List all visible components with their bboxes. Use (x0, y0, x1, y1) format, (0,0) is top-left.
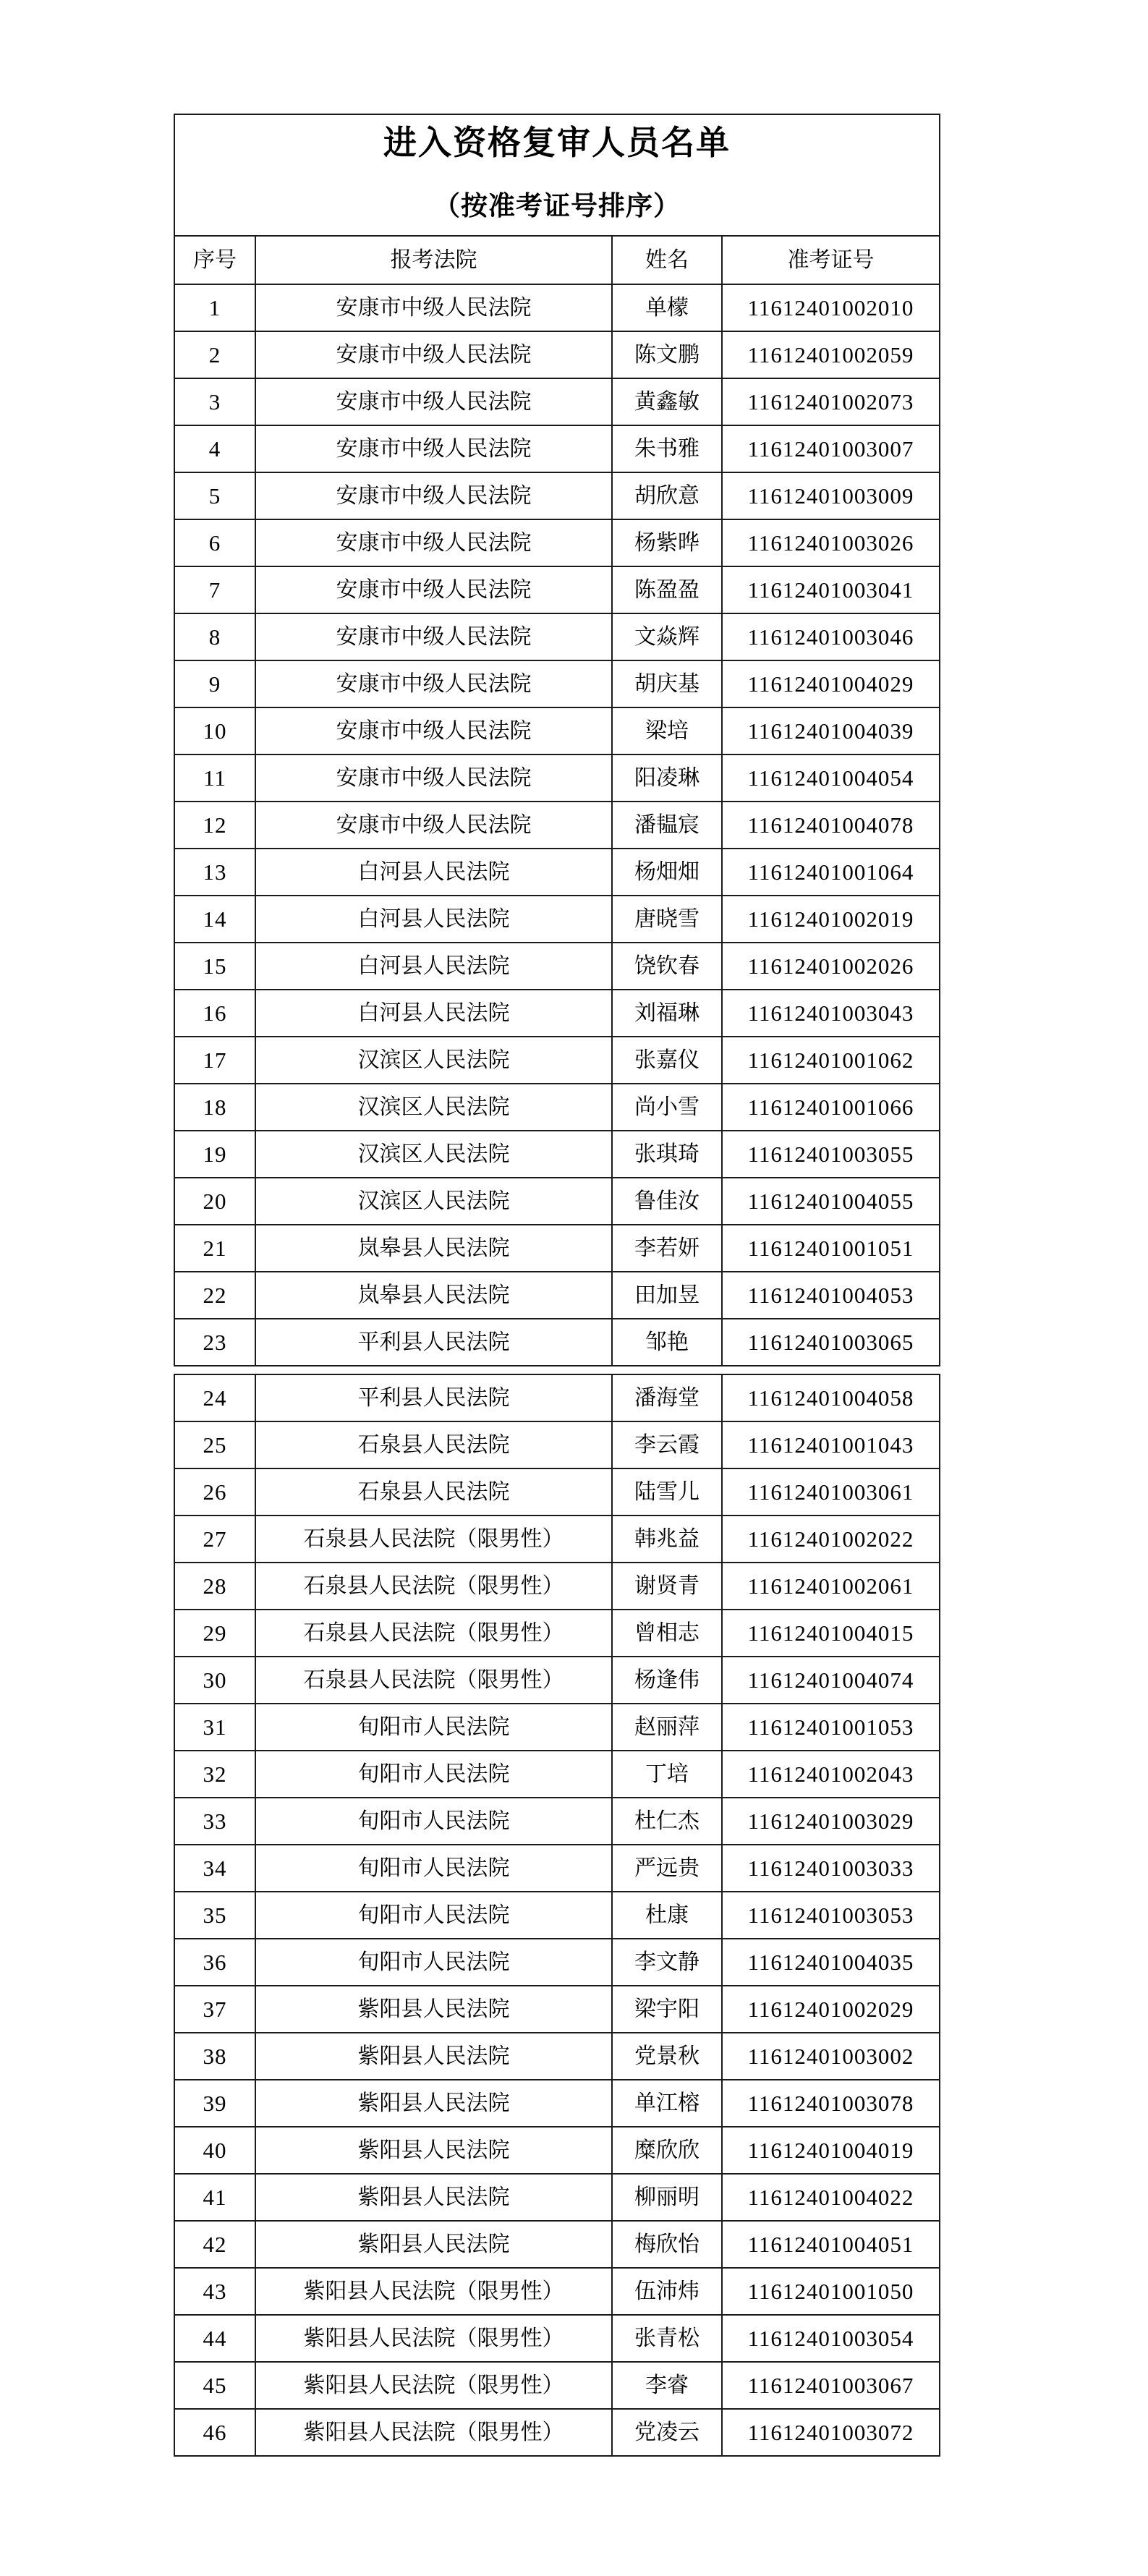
row-no-cell: 2 (208, 342, 221, 367)
ticket-cell: 11612401004015 (721, 1610, 939, 1656)
table-row (175, 425, 939, 472)
row-no-cell: 20 (203, 1189, 227, 1214)
header-cell-no: 序号 (193, 247, 237, 272)
row-no-cell: 1 (208, 295, 221, 320)
court-cell: 安康市中级人民法院 (255, 661, 611, 707)
court-cell: 安康市中级人民法院 (255, 708, 611, 754)
court-cell: 安康市中级人民法院 (255, 379, 611, 425)
name-cell: 梁宇阳 (611, 1986, 721, 2032)
ticket-cell: 11612401004074 (721, 1657, 939, 1703)
court-cell: 平利县人民法院 (255, 1319, 611, 1365)
ticket-cell: 11612401003029 (721, 1798, 939, 1844)
court-cell: 汉滨区人民法院 (255, 1131, 611, 1177)
table-rows-page-2 (175, 1375, 939, 2455)
table-row (175, 613, 939, 660)
table-row (175, 1468, 939, 1515)
table-row (175, 2126, 939, 2173)
row-no-cell: 30 (203, 1667, 227, 1693)
court-cell: 紫阳县人民法院（限男性） (255, 2316, 611, 2361)
ticket-cell: 11612401001062 (721, 1037, 939, 1083)
court-cell: 紫阳县人民法院 (255, 2033, 611, 2079)
row-no-cell: 12 (203, 812, 227, 838)
table-row (175, 1891, 939, 1938)
name-cell: 柳丽明 (611, 2175, 721, 2220)
name-cell: 张青松 (611, 2316, 721, 2361)
court-cell: 紫阳县人民法院 (255, 2127, 611, 2173)
row-no-cell: 41 (203, 2185, 227, 2210)
ticket-cell: 11612401001064 (721, 849, 939, 895)
ticket-cell: 11612401003078 (721, 2080, 939, 2126)
page-subtitle: （按准考证号排序） (433, 192, 681, 221)
table-row (175, 1562, 939, 1609)
ticket-cell: 11612401002026 (721, 943, 939, 989)
table-row (175, 1656, 939, 1703)
table-row (175, 1224, 939, 1271)
ticket-cell: 11612401002061 (721, 1563, 939, 1609)
name-cell: 文焱辉 (611, 614, 721, 660)
table-header-row (175, 235, 939, 284)
ticket-cell: 11612401001066 (721, 1084, 939, 1130)
table-title-cell (175, 115, 939, 235)
row-no-cell: 23 (203, 1330, 227, 1355)
row-no-cell: 3 (208, 389, 221, 415)
row-no-cell: 24 (203, 1385, 227, 1411)
court-cell: 安康市中级人民法院 (255, 755, 611, 801)
table-row (175, 1844, 939, 1891)
name-cell: 刘福琳 (611, 990, 721, 1036)
ticket-cell: 11612401003033 (721, 1845, 939, 1891)
name-cell: 黄鑫敏 (611, 379, 721, 425)
name-cell: 陆雪儿 (611, 1469, 721, 1515)
ticket-cell: 11612401003009 (721, 473, 939, 519)
table-page-1 (174, 114, 940, 1366)
court-cell: 岚皋县人民法院 (255, 1225, 611, 1271)
ticket-cell: 11612401002022 (721, 1516, 939, 1562)
table-row (175, 1271, 939, 1318)
court-cell: 紫阳县人民法院（限男性） (255, 2410, 611, 2455)
court-cell: 白河县人民法院 (255, 943, 611, 989)
row-no-cell: 25 (203, 1432, 227, 1458)
name-cell: 邹艳 (611, 1319, 721, 1365)
court-cell: 石泉县人民法院（限男性） (255, 1563, 611, 1609)
name-cell: 丁培 (611, 1751, 721, 1797)
row-no-cell: 18 (203, 1094, 227, 1120)
name-cell: 谢贤青 (611, 1563, 721, 1609)
name-cell: 党凌云 (611, 2410, 721, 2455)
table-row (175, 942, 939, 989)
row-no-cell: 35 (203, 1903, 227, 1928)
court-cell: 旬阳市人民法院 (255, 1751, 611, 1797)
name-cell: 单檬 (611, 285, 721, 331)
row-no-cell: 14 (203, 906, 227, 932)
ticket-cell: 11612401004053 (721, 1272, 939, 1318)
row-no-cell: 6 (208, 530, 221, 556)
ticket-cell: 11612401003007 (721, 426, 939, 472)
court-cell: 安康市中级人民法院 (255, 426, 611, 472)
name-cell: 杨紫晔 (611, 520, 721, 566)
row-no-cell: 9 (208, 671, 221, 697)
name-cell: 唐晓雪 (611, 896, 721, 942)
row-no-cell: 43 (203, 2279, 227, 2304)
row-no-cell: 13 (203, 859, 227, 885)
table-row (175, 1177, 939, 1224)
ticket-cell: 11612401002029 (721, 1986, 939, 2032)
table-row (175, 801, 939, 848)
court-cell: 岚皋县人民法院 (255, 1272, 611, 1318)
name-cell: 曾相志 (611, 1610, 721, 1656)
row-no-cell: 33 (203, 1808, 227, 1834)
table-row (175, 848, 939, 895)
court-cell: 旬阳市人民法院 (255, 1704, 611, 1750)
name-cell: 梁培 (611, 708, 721, 754)
table-row (175, 754, 939, 801)
name-cell: 李若妍 (611, 1225, 721, 1271)
court-cell: 石泉县人民法院 (255, 1422, 611, 1468)
table-row (175, 2032, 939, 2079)
header-cell-ticket: 准考证号 (721, 237, 939, 284)
court-cell: 安康市中级人民法院 (255, 473, 611, 519)
court-cell: 旬阳市人民法院 (255, 1798, 611, 1844)
court-cell: 白河县人民法院 (255, 896, 611, 942)
name-cell: 朱书雅 (611, 426, 721, 472)
table-page-2 (174, 1374, 940, 2457)
name-cell: 杜仁杰 (611, 1798, 721, 1844)
row-no-cell: 31 (203, 1714, 227, 1740)
name-cell: 韩兆益 (611, 1516, 721, 1562)
court-cell: 石泉县人民法院（限男性） (255, 1657, 611, 1703)
row-no-cell: 16 (203, 1000, 227, 1026)
name-cell: 李云霞 (611, 1422, 721, 1468)
name-cell: 糜欣欣 (611, 2127, 721, 2173)
row-no-cell: 28 (203, 1573, 227, 1599)
table-row (175, 519, 939, 566)
name-cell: 尚小雪 (611, 1084, 721, 1130)
ticket-cell: 11612401003002 (721, 2033, 939, 2079)
ticket-cell: 11612401002010 (721, 285, 939, 331)
row-no-cell: 26 (203, 1479, 227, 1505)
name-cell: 李文静 (611, 1939, 721, 1985)
ticket-cell: 11612401003026 (721, 520, 939, 566)
ticket-cell: 11612401003046 (721, 614, 939, 660)
name-cell: 陈文鹏 (611, 332, 721, 378)
court-cell: 旬阳市人民法院 (255, 1939, 611, 1985)
header-cell-name: 姓名 (611, 237, 721, 284)
name-cell: 李睿 (611, 2363, 721, 2408)
table-row (175, 1609, 939, 1656)
table-row (175, 2314, 939, 2361)
page-title: 进入资格复审人员名单 (383, 124, 731, 161)
table-row (175, 1985, 939, 2032)
row-no-cell: 21 (203, 1236, 227, 1261)
table-row (175, 1083, 939, 1130)
table-row (175, 989, 939, 1036)
row-no-cell: 5 (208, 483, 221, 509)
table-row (175, 1421, 939, 1468)
ticket-cell: 11612401004039 (721, 708, 939, 754)
row-no-cell: 19 (203, 1142, 227, 1167)
table-row (175, 660, 939, 707)
row-no-cell: 4 (208, 436, 221, 462)
ticket-cell: 11612401004054 (721, 755, 939, 801)
court-cell: 旬阳市人民法院 (255, 1845, 611, 1891)
ticket-cell: 11612401004035 (721, 1939, 939, 1985)
row-no-cell: 29 (203, 1620, 227, 1646)
court-cell: 安康市中级人民法院 (255, 802, 611, 848)
ticket-cell: 11612401004058 (721, 1375, 939, 1421)
row-no-cell: 34 (203, 1856, 227, 1881)
court-cell: 白河县人民法院 (255, 990, 611, 1036)
table-row (175, 331, 939, 378)
table-row (175, 2361, 939, 2408)
ticket-cell: 11612401001051 (721, 1225, 939, 1271)
row-no-cell: 22 (203, 1283, 227, 1308)
table-row (175, 284, 939, 331)
row-no-cell: 36 (203, 1950, 227, 1975)
court-cell: 紫阳县人民法院 (255, 2175, 611, 2220)
row-no-cell: 15 (203, 953, 227, 979)
row-no-cell: 39 (203, 2091, 227, 2116)
table-row (175, 1797, 939, 1844)
row-no-cell: 27 (203, 1526, 227, 1552)
table-row (175, 1036, 939, 1083)
row-no-cell: 38 (203, 2044, 227, 2069)
name-cell: 杜康 (611, 1892, 721, 1938)
name-cell: 杨逢伟 (611, 1657, 721, 1703)
name-cell: 饶钦春 (611, 943, 721, 989)
table-row (175, 2173, 939, 2220)
name-cell: 鲁佳汝 (611, 1178, 721, 1224)
court-cell: 安康市中级人民法院 (255, 614, 611, 660)
name-cell: 严远贵 (611, 1845, 721, 1891)
ticket-cell: 11612401004022 (721, 2175, 939, 2220)
table-row (175, 472, 939, 519)
ticket-cell: 11612401003054 (721, 2316, 939, 2361)
table-rows-page-1 (175, 284, 939, 1365)
court-cell: 白河县人民法院 (255, 849, 611, 895)
ticket-cell: 11612401004078 (721, 802, 939, 848)
court-cell: 紫阳县人民法院 (255, 2080, 611, 2126)
name-cell: 伍沛炜 (611, 2269, 721, 2314)
name-cell: 梅欣怡 (611, 2222, 721, 2267)
court-cell: 紫阳县人民法院（限男性） (255, 2363, 611, 2408)
ticket-cell: 11612401004055 (721, 1178, 939, 1224)
court-cell: 汉滨区人民法院 (255, 1084, 611, 1130)
header-cell-court: 报考法院 (255, 237, 611, 284)
qualification-review-document (174, 114, 940, 2445)
table-row (175, 1938, 939, 1985)
table-row (175, 2267, 939, 2314)
court-cell: 安康市中级人民法院 (255, 567, 611, 613)
ticket-cell: 11612401003053 (721, 1892, 939, 1938)
court-cell: 汉滨区人民法院 (255, 1037, 611, 1083)
table-row (175, 378, 939, 425)
name-cell: 田加昱 (611, 1272, 721, 1318)
row-no-cell: 8 (208, 624, 221, 650)
ticket-cell: 11612401003043 (721, 990, 939, 1036)
ticket-cell: 11612401004051 (721, 2222, 939, 2267)
name-cell: 赵丽萍 (611, 1704, 721, 1750)
table-row (175, 2079, 939, 2126)
table-row (175, 1318, 939, 1365)
name-cell: 胡欣意 (611, 473, 721, 519)
row-no-cell: 37 (203, 1997, 227, 2022)
row-no-cell: 44 (203, 2326, 227, 2351)
name-cell: 潘韫宸 (611, 802, 721, 848)
row-no-cell: 10 (203, 718, 227, 744)
row-no-cell: 7 (208, 577, 221, 603)
table-row (175, 1703, 939, 1750)
table-row (175, 895, 939, 942)
ticket-cell: 11612401002019 (721, 896, 939, 942)
name-cell: 杨畑畑 (611, 849, 721, 895)
ticket-cell: 11612401003041 (721, 567, 939, 613)
ticket-cell: 11612401002059 (721, 332, 939, 378)
court-cell: 安康市中级人民法院 (255, 332, 611, 378)
table-row (175, 1375, 939, 1421)
court-cell: 石泉县人民法院 (255, 1469, 611, 1515)
ticket-cell: 11612401002043 (721, 1751, 939, 1797)
table-row (175, 1750, 939, 1797)
court-cell: 紫阳县人民法院（限男性） (255, 2269, 611, 2314)
table-row (175, 1515, 939, 1562)
court-cell: 平利县人民法院 (255, 1375, 611, 1421)
ticket-cell: 11612401003067 (721, 2363, 939, 2408)
ticket-cell: 11612401002073 (721, 379, 939, 425)
name-cell: 张琪琦 (611, 1131, 721, 1177)
table-row (175, 1130, 939, 1177)
row-no-cell: 45 (203, 2373, 227, 2398)
row-no-cell: 46 (203, 2420, 227, 2445)
row-no-cell: 32 (203, 1761, 227, 1787)
court-cell: 安康市中级人民法院 (255, 285, 611, 331)
name-cell: 潘海堂 (611, 1375, 721, 1421)
ticket-cell: 11612401003061 (721, 1469, 939, 1515)
name-cell: 胡庆基 (611, 661, 721, 707)
name-cell: 党景秋 (611, 2033, 721, 2079)
row-no-cell: 42 (203, 2232, 227, 2257)
table-row (175, 707, 939, 754)
court-cell: 紫阳县人民法院 (255, 2222, 611, 2267)
court-cell: 石泉县人民法院（限男性） (255, 1610, 611, 1656)
name-cell: 阳凌琳 (611, 755, 721, 801)
row-no-cell: 11 (203, 765, 226, 791)
court-cell: 安康市中级人民法院 (255, 520, 611, 566)
ticket-cell: 11612401003072 (721, 2410, 939, 2455)
court-cell: 石泉县人民法院（限男性） (255, 1516, 611, 1562)
ticket-cell: 11612401004029 (721, 661, 939, 707)
ticket-cell: 11612401004019 (721, 2127, 939, 2173)
ticket-cell: 11612401001043 (721, 1422, 939, 1468)
court-cell: 汉滨区人民法院 (255, 1178, 611, 1224)
court-cell: 紫阳县人民法院 (255, 1986, 611, 2032)
name-cell: 张嘉仪 (611, 1037, 721, 1083)
table-row (175, 566, 939, 613)
court-cell: 旬阳市人民法院 (255, 1892, 611, 1938)
table-row (175, 2220, 939, 2267)
row-no-cell: 40 (203, 2138, 227, 2163)
ticket-cell: 11612401003055 (721, 1131, 939, 1177)
name-cell: 陈盈盈 (611, 567, 721, 613)
row-no-cell: 17 (203, 1047, 227, 1073)
name-cell: 单江榕 (611, 2080, 721, 2126)
ticket-cell: 11612401001053 (721, 1704, 939, 1750)
table-row (175, 2408, 939, 2455)
ticket-cell: 11612401003065 (721, 1319, 939, 1365)
ticket-cell: 11612401001050 (721, 2269, 939, 2314)
